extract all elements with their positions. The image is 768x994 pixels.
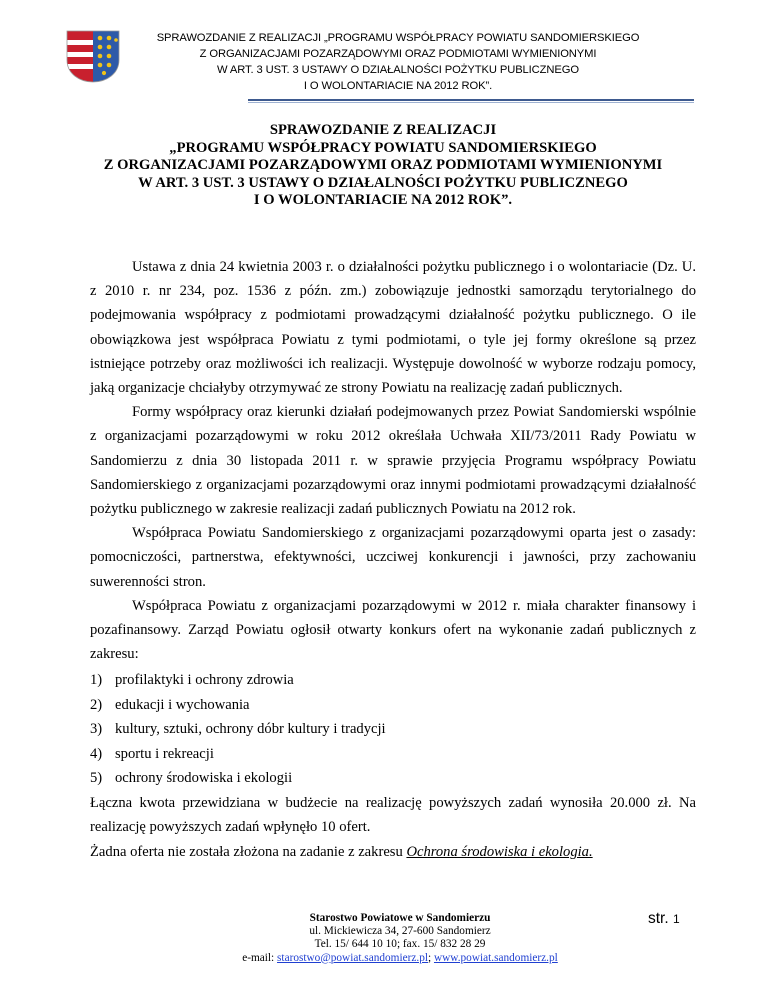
list-item [90, 717, 696, 742]
title-line: I O WOLONTARIACIE NA 2012 ROK”. [253, 192, 513, 208]
header-line: Z ORGANIZACJAMI POZARZĄDOWYMI ORAZ PODMIOTAMI WYMIENIONYMI [199, 48, 597, 60]
powiat-crest-icon [64, 27, 122, 85]
list-item [90, 742, 696, 767]
list-item [90, 693, 696, 718]
footer-contact [190, 952, 610, 965]
paragraph-legal-basis: Ustawa z dnia 24 kwietnia 2003 r. o działalności pożytku publicznego i o wolontariacie (Dz. U. z 2010 r. nr 234, poz. 1536 z późn. zm.) zobowiązuje jednostki samorządu terytorialnego do podejmowania współpracy z podmiotami prowadzącymi działalność pożytku publicznego. O ile obowiązkowa jest współpraca Powiatu z tymi podmiotami, o tyle jej formy określone są przez istniejące potrzeby oraz możliwości ich realizacji. Występuje dowolność w wyborze rodzaju pomocy, jaką organizacje chciałyby otrzymywać ze strony Powiatu na realizację zadań publicznych. [90, 259, 696, 397]
footer-address: ul. Mickiewicza 34, 27-600 Sandomierz [309, 925, 491, 938]
header-line: W ART. 3 UST. 3 USTAWY O DZIAŁALNOŚCI POŻYTKU PUBLICZNEGO [217, 64, 579, 76]
task-areas-list [90, 668, 696, 791]
page-number [648, 910, 680, 928]
list-item-number: 2) [90, 696, 103, 713]
page-footer [190, 912, 610, 965]
document-body [90, 255, 696, 863]
running-header [128, 30, 668, 94]
list-item-text: kultury, sztuki, ochrony dóbr kultury i tradycji [115, 721, 386, 738]
footer-organization: Starostwo Powiatowe w Sandomierzu [309, 912, 491, 924]
footer-phone: Tel. 15/ 644 10 10; fax. 15/ 832 28 29 [314, 938, 486, 951]
paragraph-cooperation-2012: Współpraca Powiatu z organizacjami pozarządowymi w 2012 r. miała charakter finansowy i pozafinansowy. Zarząd Powiatu ogłosił otwarty konkurs ofert na wykonanie zadań publicznych z zakresu: [90, 597, 696, 663]
header-line: I O WOLONTARIACIE NA 2012 ROK”. [303, 80, 493, 92]
title-line: „PROGRAMU WSPÓŁPRACY POWIATU SANDOMIERSKIEGO [169, 139, 597, 156]
list-item [90, 766, 696, 791]
list-item-number: 4) [90, 745, 103, 762]
footer-email-link[interactable]: starostwo@powiat.sandomierz.pl [277, 951, 428, 964]
list-item-text: profilaktyki i ochrony zdrowia [115, 672, 294, 689]
list-item-text: ochrony środowiska i ekologii [115, 770, 293, 787]
paragraph-budget: Łączna kwota przewidziana w budżecie na realizację powyższych zadań wynosiła 20.000 zł. Na realizację powyższych zadań wpłynęło 10 ofert. [90, 794, 696, 836]
list-item-number: 5) [90, 770, 103, 787]
header-line: SPRAWOZDANIE Z REALIZACJI „PROGRAMU WSPÓŁPRACY POWIATU SANDOMIERSKIEGO [156, 32, 640, 44]
paragraph-no-offers [90, 841, 696, 863]
page-number-prefix: str. [648, 910, 673, 927]
title-line: W ART. 3 UST. 3 USTAWY O DZIAŁALNOŚCI POŻYTKU PUBLICZNEGO [138, 174, 628, 191]
header-divider [248, 99, 694, 101]
page-number-value: 1 [672, 912, 680, 926]
title-line: Z ORGANIZACJAMI POZARZĄDOWYMI ORAZ PODMIOTAMI WYMIENIONYMI [103, 157, 663, 173]
footer-website-link[interactable]: www.powiat.sandomierz.pl [433, 951, 558, 964]
paragraph-forms-of-cooperation: Formy współpracy oraz kierunki działań podejmowanych przez Powiat Sandomierski wspólnie z organizacjami pozarządowymi w roku 2012 określała Uchwała XII/73/2011 Rady Powiatu w Sandomierzu z dnia 30 listopada 2011 r. w sprawie przyjęcia Programu współpracy Powiatu Sandomierskiego z organizacjami pozarządowymi oraz innymi podmiotami prowadzącymi działalność pożytku publicznego w zakresie realizacji zadań publicznych Powiatu na 2012 rok. [90, 404, 696, 518]
footer-email-label: e-mail: [242, 951, 278, 964]
paragraph-principles: Współpraca Powiatu Sandomierskiego z organizacjami pozarządowymi oparta jest o zasady: pomocniczości, partnerstwa, efektywności, uczciwej konkurencji i jawności, przy zachowaniu suwerenności stron. [90, 525, 696, 590]
list-item-text: edukacji i wychowania [115, 696, 250, 713]
task-name-emphasis: Ochrona środowiska i ekologia. [406, 844, 593, 861]
list-item-text: sportu i rekreacji [115, 745, 214, 762]
title-line: SPRAWOZDANIE Z REALIZACJI [269, 122, 497, 138]
document-title [70, 122, 696, 210]
list-item-number: 3) [90, 721, 103, 738]
list-item-number: 1) [90, 672, 103, 689]
no-offers-text: Żadna oferta nie została złożona na zadanie z zakresu [90, 844, 407, 861]
list-item [90, 668, 696, 693]
footer-separator: ; [428, 951, 434, 964]
header-divider-shadow [248, 102, 694, 103]
